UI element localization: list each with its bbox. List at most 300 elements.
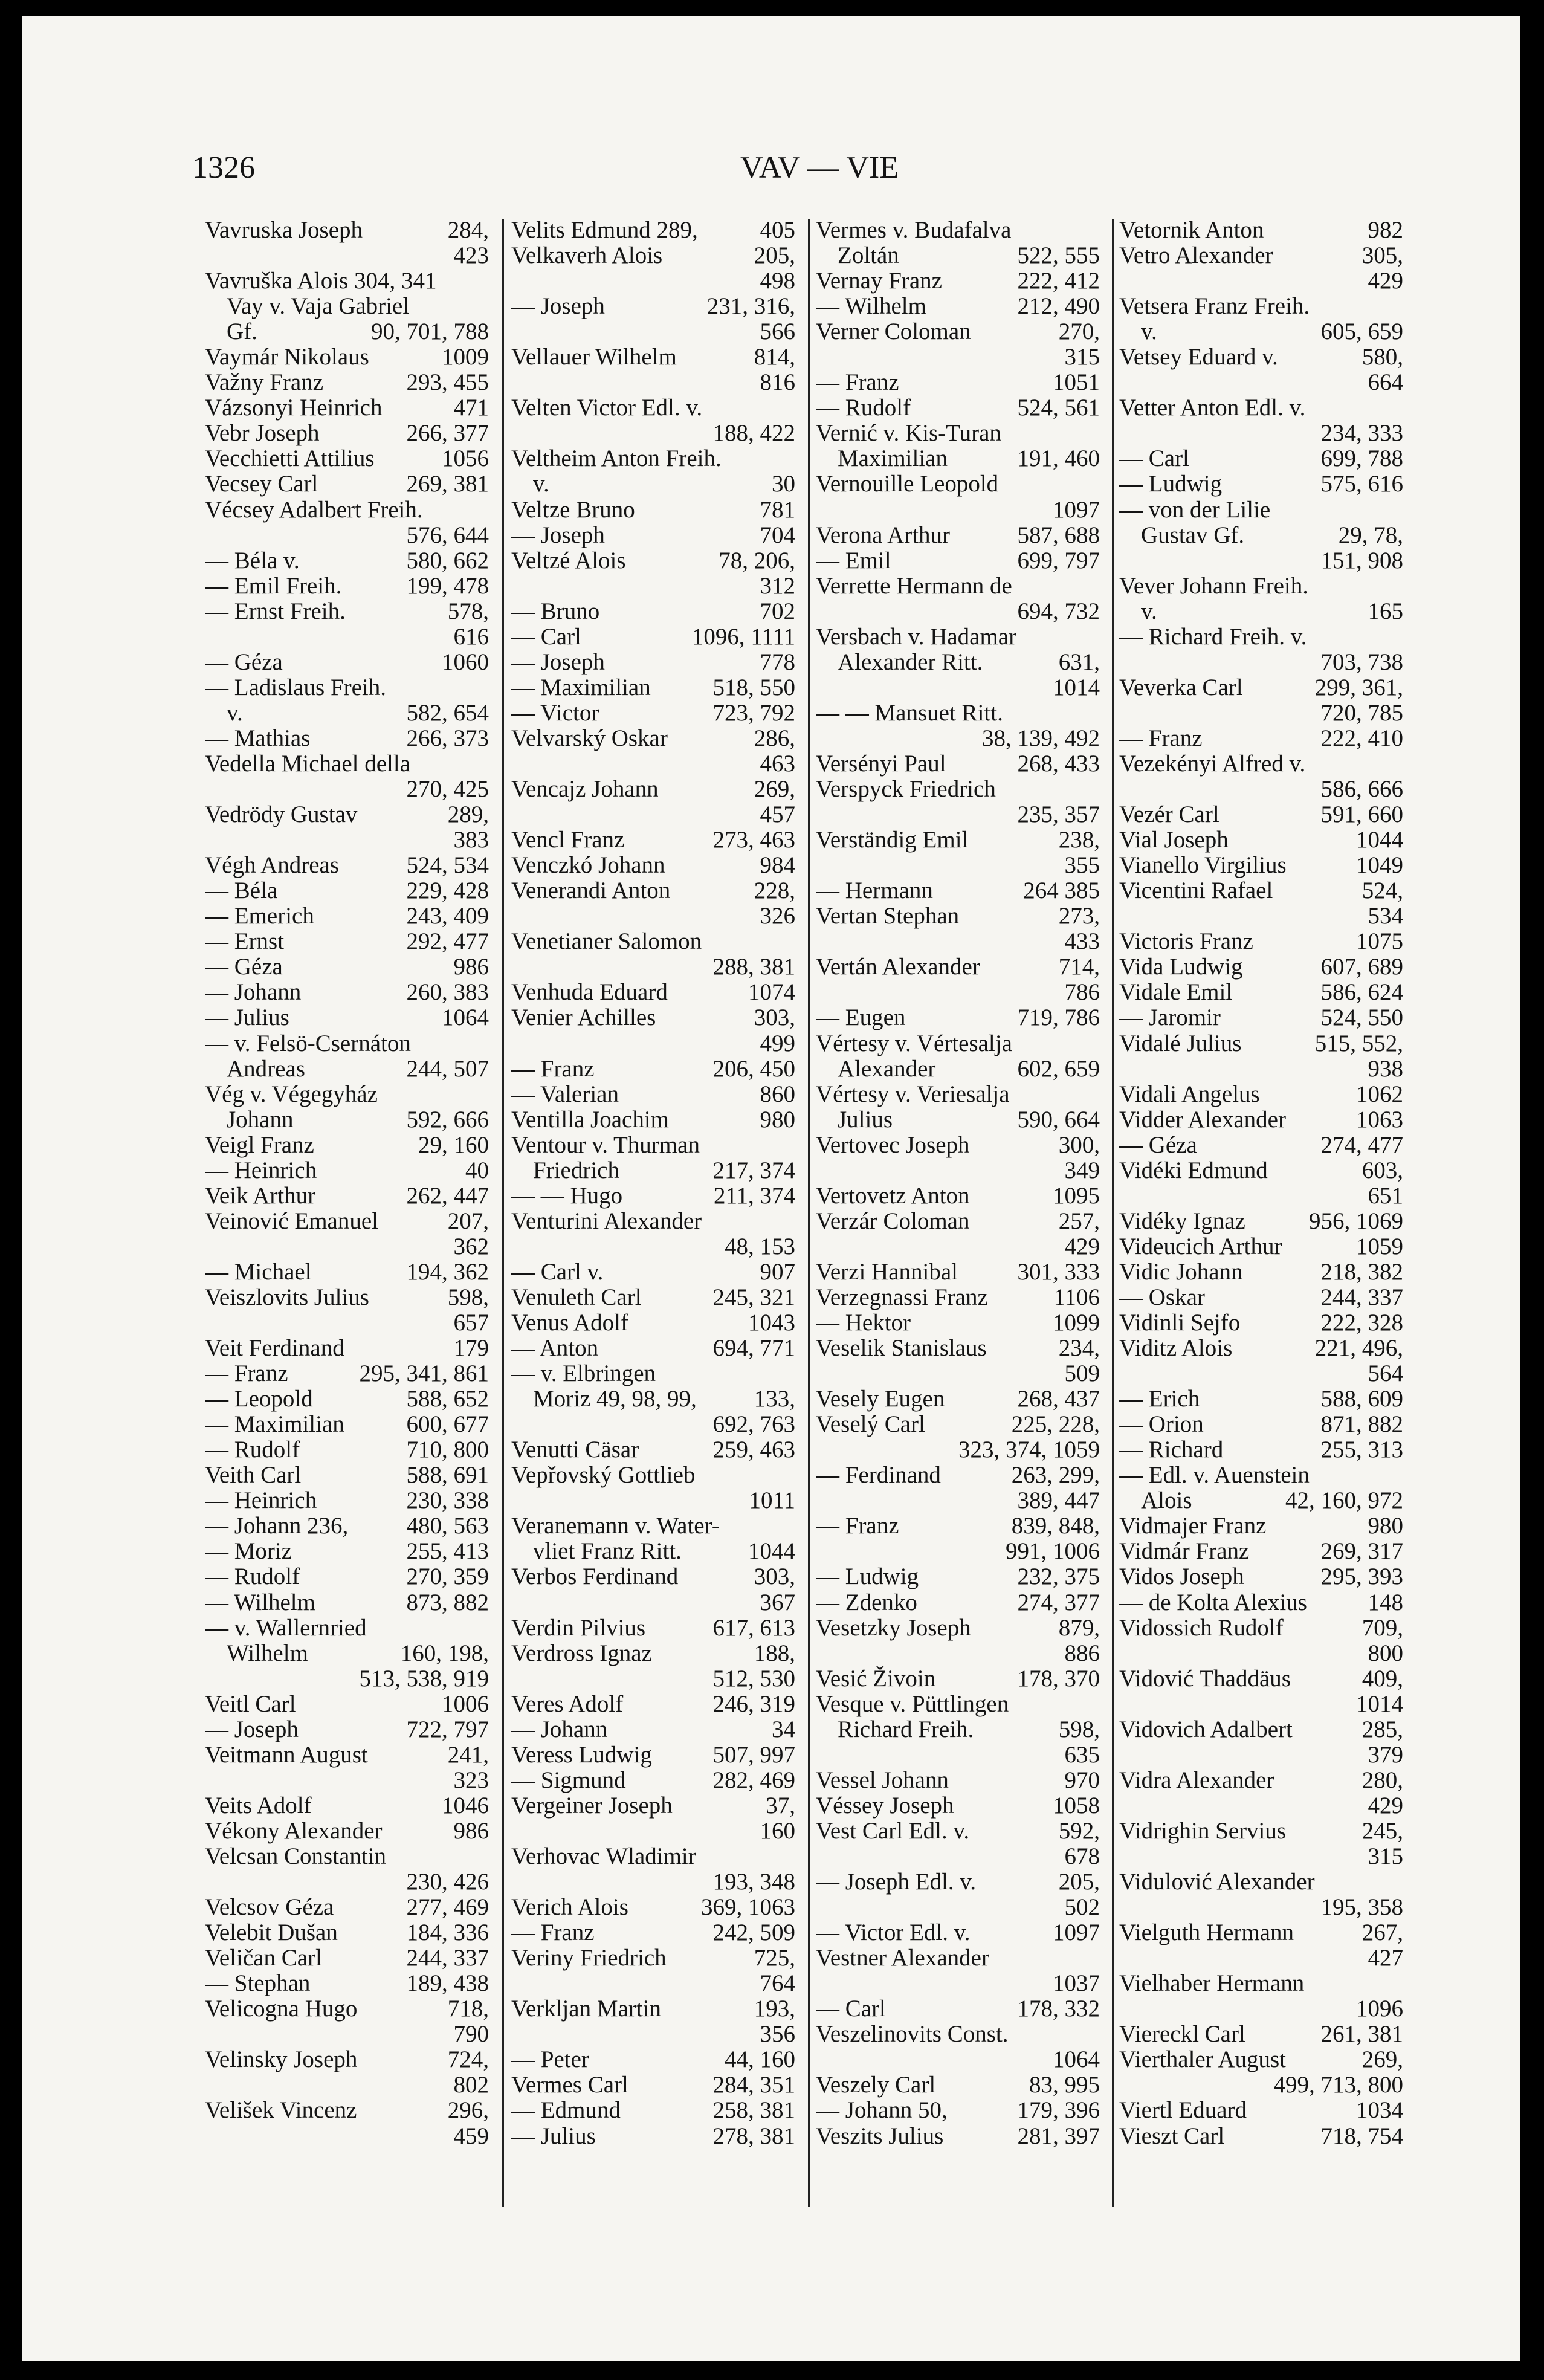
- entry-name: Végh Andreas: [205, 853, 340, 879]
- page-refs: 886: [1064, 1640, 1100, 1666]
- entry-name: — — Mansuet Ritt.: [816, 700, 1003, 726]
- page-refs: 986: [453, 954, 489, 980]
- index-line: [816, 1844, 1100, 1869]
- entry-name: Ventilla Joachim: [511, 1107, 670, 1133]
- index-line: [511, 1971, 795, 1996]
- entry-name: Vedella Michael della: [205, 751, 411, 777]
- page-refs: 602, 659: [1017, 1056, 1100, 1082]
- index-line: [816, 726, 1100, 751]
- index-line: [1119, 471, 1403, 497]
- entry-name: Vidra Alexander: [1119, 1767, 1274, 1793]
- entry-name: — Ladislaus Freih.: [205, 674, 387, 700]
- page-refs: 524, 561: [1017, 395, 1100, 421]
- page-refs: 534: [1368, 904, 1403, 930]
- entry-name: Veszits Julius: [816, 2123, 944, 2149]
- page-refs: 273, 463: [712, 827, 795, 853]
- entry-name: — Hektor: [816, 1310, 911, 1336]
- page-refs: 245, 321: [712, 1284, 795, 1310]
- entry-name: Veith Carl: [205, 1463, 302, 1489]
- page-refs: 78, 206,: [719, 548, 795, 574]
- entry-name: — Emil Freih.: [205, 573, 342, 599]
- index-line: [1119, 1031, 1403, 1056]
- page-refs: 355: [1064, 853, 1100, 879]
- entry-name: Velits Edmund 289,: [511, 218, 698, 243]
- page-refs: 29, 78,: [1338, 522, 1403, 548]
- page-refs: 692, 763: [712, 1412, 795, 1438]
- entry-name: — Johann 236,: [205, 1513, 349, 1539]
- page-refs: 873, 882: [406, 1589, 489, 1615]
- index-line: [816, 1082, 1100, 1107]
- entry-name: Vieszt Carl: [1119, 2123, 1225, 2149]
- page-refs: 222, 412: [1017, 268, 1100, 294]
- index-line: [816, 1310, 1100, 1336]
- page-refs: 580,: [1361, 344, 1403, 370]
- page-refs: 264 385: [1023, 878, 1100, 904]
- page-refs: 178, 332: [1017, 1996, 1100, 2022]
- index-line: [816, 1895, 1100, 1920]
- page-refs: 512, 530: [712, 1666, 795, 1692]
- page-refs: 790: [453, 2022, 489, 2048]
- index-line: [511, 827, 795, 853]
- entry-name: Vértesy v. Vértesalja: [816, 1030, 1012, 1056]
- index-line: [511, 1793, 795, 1819]
- index-line: [205, 2124, 489, 2149]
- page-refs: 463: [760, 751, 795, 777]
- index-line: [511, 1996, 795, 2022]
- index-line: [511, 1768, 795, 1793]
- entry-name: — Maximilian: [205, 1412, 344, 1438]
- page-refs: 502: [1064, 1895, 1100, 1921]
- page-refs: 165: [1368, 598, 1403, 624]
- entry-name: — Heinrich: [205, 1488, 317, 1514]
- index-line: [816, 2047, 1100, 2072]
- index-line: [816, 1590, 1100, 1615]
- page-refs: 651: [1368, 1183, 1403, 1209]
- page-refs: 228,: [754, 878, 795, 904]
- page-refs: 269,: [1361, 2047, 1403, 2073]
- index-line: [205, 1615, 489, 1641]
- index-line: [816, 574, 1100, 599]
- entry-name: Veigl Franz: [205, 1132, 314, 1158]
- index-line: [205, 1844, 489, 1869]
- index-line: [1119, 268, 1403, 294]
- page-refs: 991, 1006: [1006, 1539, 1100, 1565]
- page-refs: 499: [760, 1030, 795, 1056]
- index-line: [816, 700, 1100, 726]
- index-line: [1119, 421, 1403, 446]
- index-line: [1119, 1386, 1403, 1412]
- page-refs: 315: [1368, 1844, 1403, 1869]
- entry-name: Viertl Eduard: [1119, 2098, 1247, 2124]
- index-line: [816, 1615, 1100, 1641]
- entry-name: Maximilian: [838, 446, 948, 472]
- entry-name: Vertovec Joseph: [816, 1132, 970, 1158]
- page-refs: 274, 377: [1017, 1589, 1100, 1615]
- entry-name: — Wilhelm: [205, 1589, 315, 1615]
- index-line: [511, 523, 795, 548]
- page-refs: 29, 160: [418, 1132, 489, 1158]
- index-line: [511, 1107, 795, 1133]
- page-refs: 786: [1064, 980, 1100, 1006]
- index-line: [511, 624, 795, 650]
- index-line: [816, 1641, 1100, 1666]
- page-refs: 586, 624: [1320, 980, 1403, 1006]
- page-refs: 195, 358: [1320, 1895, 1403, 1921]
- index-line: [816, 2098, 1100, 2123]
- index-line: [1119, 700, 1403, 726]
- index-line: [205, 1793, 489, 1819]
- entry-name: — Joseph: [511, 294, 605, 320]
- page-refs: 970: [1064, 1767, 1100, 1793]
- entry-name: — Zdenko: [816, 1589, 917, 1615]
- entry-name: Velkaverh Alois: [511, 243, 663, 269]
- page-refs: 576, 644: [406, 522, 489, 548]
- index-line: [205, 1539, 489, 1564]
- index-line: [205, 675, 489, 700]
- index-line: [1119, 1361, 1403, 1386]
- entry-name: — Ludwig: [1119, 471, 1223, 497]
- index-line: [205, 1336, 489, 1361]
- page-refs: 1044: [1356, 827, 1403, 853]
- index-line: [205, 471, 489, 497]
- page-refs: 956, 1069: [1309, 1208, 1403, 1234]
- entry-name: — Joseph: [511, 522, 605, 548]
- index-line: [816, 1692, 1100, 1717]
- index-line: [205, 1285, 489, 1310]
- entry-name: Verner Coloman: [816, 319, 971, 345]
- entry-name: — Heinrich: [205, 1157, 317, 1183]
- index-line: [1119, 777, 1403, 802]
- page-refs: 524, 550: [1320, 1005, 1403, 1031]
- index-line: [511, 1513, 795, 1539]
- entry-name: Videucich Arthur: [1119, 1234, 1282, 1260]
- entry-name: Veits Adolf: [205, 1793, 312, 1819]
- index-line: [205, 1133, 489, 1158]
- index-line: [205, 2047, 489, 2072]
- entry-name: — Richard Freih. v.: [1119, 624, 1307, 650]
- index-line: [511, 751, 795, 777]
- index-line: [511, 370, 795, 395]
- index-line: [1119, 1945, 1403, 1971]
- index-line: [816, 878, 1100, 904]
- index-line: [205, 624, 489, 650]
- index-line: [205, 1819, 489, 1844]
- entry-name: Verspyck Friedrich: [816, 777, 996, 803]
- index-line: [205, 1513, 489, 1539]
- page-refs: 1049: [1356, 853, 1403, 879]
- index-line: [205, 523, 489, 548]
- index-line: [1119, 2022, 1403, 2047]
- index-line: [511, 395, 795, 421]
- index-line: [511, 700, 795, 726]
- index-line: [816, 1158, 1100, 1183]
- page-refs: 1006: [442, 1691, 489, 1717]
- page-refs: 312: [760, 573, 795, 599]
- entry-name: Velicogna Hugo: [205, 1996, 358, 2022]
- index-line: [205, 1869, 489, 1895]
- entry-name: — Béla: [205, 878, 278, 904]
- entry-name: Venutti Cäsar: [511, 1437, 639, 1463]
- page-refs: 1059: [1356, 1234, 1403, 1260]
- page-refs: 243, 409: [406, 904, 489, 930]
- page-refs: 179: [453, 1336, 489, 1362]
- page-refs: 282, 469: [712, 1767, 795, 1793]
- page-refs: 83, 995: [1029, 2072, 1100, 2098]
- index-line: [816, 650, 1100, 675]
- index-line: [816, 802, 1100, 827]
- page-refs: 44, 160: [725, 2047, 795, 2073]
- page-refs: 607, 689: [1320, 954, 1403, 980]
- index-line: [205, 497, 489, 523]
- entry-name: vliet Franz Ritt.: [533, 1539, 682, 1565]
- page-refs: 268, 433: [1017, 751, 1100, 777]
- index-line: [511, 1133, 795, 1158]
- index-line: [205, 726, 489, 751]
- page-refs: 605, 659: [1320, 319, 1403, 345]
- entry-name: Vékony Alexander: [205, 1818, 383, 1844]
- entry-name: — Johann: [511, 1716, 608, 1742]
- page-refs: 270, 359: [406, 1564, 489, 1590]
- entry-name: — Johann: [205, 980, 302, 1006]
- entry-name: Velišek Vincenz: [205, 2098, 357, 2124]
- index-line: [511, 1666, 795, 1692]
- page-refs: 1064: [1053, 2047, 1100, 2073]
- page-refs: 1097: [1053, 1920, 1100, 1946]
- entry-name: Verzegnassi Franz: [816, 1284, 988, 1310]
- page-refs: 188,: [754, 1640, 795, 1666]
- entry-name: Vidmár Franz: [1119, 1539, 1250, 1565]
- entry-name: Vessel Johann: [816, 1767, 949, 1793]
- page-refs: 509: [1064, 1361, 1100, 1387]
- index-line: [1119, 218, 1403, 243]
- page-refs: 299, 361,: [1314, 674, 1403, 700]
- index-line: [205, 268, 489, 294]
- page-refs: 590, 664: [1017, 1107, 1100, 1133]
- index-line: [511, 1209, 795, 1234]
- page-refs: 657: [453, 1310, 489, 1336]
- page-refs: 802: [453, 2072, 489, 2098]
- page-refs: 907: [760, 1259, 795, 1285]
- page-refs: 1096: [1356, 1996, 1403, 2022]
- entry-name: Vermes v. Budafalva: [816, 218, 1012, 243]
- index-line: [511, 1412, 795, 1437]
- page-refs: 315: [1064, 344, 1100, 370]
- page-refs: 1097: [1053, 497, 1100, 523]
- index-line: [1119, 2124, 1403, 2149]
- page-refs: 244, 337: [406, 1945, 489, 1971]
- index-line: [816, 1031, 1100, 1056]
- page-refs: 427: [1368, 1945, 1403, 1971]
- page-refs: 513, 538, 919: [359, 1666, 489, 1692]
- page-refs: 781: [760, 497, 795, 523]
- index-line: [816, 1793, 1100, 1819]
- entry-name: Veltzé Alois: [511, 548, 626, 574]
- page-refs: 764: [760, 1971, 795, 1997]
- index-line: [1119, 650, 1403, 675]
- index-line: [1119, 395, 1403, 421]
- entry-name: Vetsey Eduard v.: [1119, 344, 1278, 370]
- entry-name: Vetter Anton Edl. v.: [1119, 395, 1306, 421]
- entry-name: Vidović Thaddäus: [1119, 1666, 1291, 1692]
- entry-name: v.: [1141, 598, 1157, 624]
- entry-name: Vetro Alexander: [1119, 243, 1273, 269]
- entry-name: Važny Franz: [205, 370, 324, 396]
- entry-name: — von der Lilie: [1119, 497, 1271, 523]
- entry-name: Vellauer Wilhelm: [511, 344, 677, 370]
- index-line: [511, 1361, 795, 1386]
- entry-name: — Géza: [205, 954, 283, 980]
- entry-name: Velebit Dušan: [205, 1920, 338, 1946]
- index-line: [816, 1107, 1100, 1133]
- entry-name: — Ferdinand: [816, 1463, 941, 1489]
- index-line: [816, 1564, 1100, 1589]
- index-line: [511, 1005, 795, 1030]
- entry-name: Venier Achilles: [511, 1005, 656, 1031]
- entry-name: — Emerich: [205, 904, 314, 930]
- page-refs: 499, 713, 800: [1273, 2072, 1403, 2098]
- page-refs: 323, 374, 1059: [958, 1437, 1100, 1463]
- entry-name: Verzi Hannibal: [816, 1259, 958, 1285]
- index-line: [816, 1513, 1100, 1539]
- entry-name: — Franz: [205, 1361, 288, 1387]
- index-line: [816, 2124, 1100, 2149]
- index-line: [1119, 1971, 1403, 1996]
- page-refs: 1062: [1356, 1081, 1403, 1107]
- entry-name: Verkljan Martin: [511, 1996, 662, 2022]
- page-refs: 522, 555: [1017, 243, 1100, 269]
- entry-name: — — Hugo: [511, 1183, 623, 1209]
- index-line: [205, 878, 489, 904]
- entry-name: Vielhaber Hermann: [1119, 1971, 1305, 1997]
- page-refs: 588, 691: [406, 1463, 489, 1489]
- page-refs: 383: [453, 827, 489, 853]
- index-line: [205, 1742, 489, 1768]
- page-refs: 588, 652: [406, 1386, 489, 1412]
- entry-name: — Richard: [1119, 1437, 1224, 1463]
- index-line: [1119, 1412, 1403, 1437]
- index-line: [205, 1005, 489, 1030]
- index-line: [205, 1056, 489, 1082]
- entry-name: — Johann 50,: [816, 2098, 948, 2124]
- page-refs: 603,: [1361, 1157, 1403, 1183]
- entry-name: Wilhelm: [227, 1640, 308, 1666]
- index-line: [205, 1310, 489, 1336]
- page-refs: 566: [760, 319, 795, 345]
- entry-name: — Carl v.: [511, 1259, 604, 1285]
- index-line: [511, 954, 795, 980]
- index-line: [511, 2022, 795, 2047]
- page-refs: 1009: [442, 344, 489, 370]
- index-line: [511, 1260, 795, 1285]
- page-refs: 724,: [447, 2047, 489, 2073]
- index-line: [816, 1412, 1100, 1437]
- index-line: [205, 243, 489, 268]
- page-refs: 515, 552,: [1314, 1030, 1403, 1056]
- index-line: [205, 1488, 489, 1513]
- index-line: [816, 1336, 1100, 1361]
- index-line: [511, 2124, 795, 2149]
- column-divider: [808, 219, 810, 2207]
- entry-name: Julius: [838, 1107, 893, 1133]
- index-line: [511, 1310, 795, 1336]
- index-line: [511, 1336, 795, 1361]
- page-refs: 193,: [754, 1996, 795, 2022]
- index-line: [205, 802, 489, 827]
- entry-name: — v. Wallernried: [205, 1615, 367, 1641]
- page-refs: 714,: [1058, 954, 1100, 980]
- entry-name: — Carl: [1119, 446, 1189, 472]
- index-line: [511, 1564, 795, 1589]
- entry-name: Vetsera Franz Freih.: [1119, 294, 1310, 320]
- index-line: [1119, 878, 1403, 904]
- index-line: [205, 700, 489, 726]
- page-refs: 429: [1368, 1793, 1403, 1819]
- index-line: [816, 370, 1100, 395]
- page-refs: 588, 609: [1320, 1386, 1403, 1412]
- entry-name: — Béla v.: [205, 548, 300, 574]
- page-refs: 429: [1368, 268, 1403, 294]
- page-refs: 879,: [1058, 1615, 1100, 1641]
- index-line: [205, 1564, 489, 1589]
- index-line: [1119, 853, 1403, 878]
- index-line: [1119, 1996, 1403, 2022]
- page-refs: 592,: [1058, 1818, 1100, 1844]
- index-line: [205, 1945, 489, 1971]
- entry-name: — Hermann: [816, 878, 933, 904]
- page-refs: 600, 677: [406, 1412, 489, 1438]
- entry-name: Vertovetz Anton: [816, 1183, 970, 1209]
- page-refs: 1063: [1356, 1107, 1403, 1133]
- entry-name: — Victor Edl. v.: [816, 1920, 971, 1946]
- page-refs: 285,: [1361, 1716, 1403, 1742]
- page-refs: 189, 438: [406, 1971, 489, 1997]
- page-refs: 616: [453, 624, 489, 650]
- entry-name: Vidossich Rudolf: [1119, 1615, 1284, 1641]
- entry-name: — Franz: [816, 1513, 899, 1539]
- index-line: [205, 1717, 489, 1742]
- entry-name: Veltze Bruno: [511, 497, 635, 523]
- page-refs: 260, 383: [406, 980, 489, 1006]
- entry-name: — Joseph: [205, 1716, 299, 1742]
- entry-name: — Joseph: [511, 649, 605, 675]
- page-refs: 718,: [447, 1996, 489, 2022]
- entry-name: — Moriz: [205, 1539, 292, 1565]
- entry-name: Vidali Angelus: [1119, 1081, 1260, 1107]
- entry-name: Venerandi Anton: [511, 878, 671, 904]
- index-line: [816, 1920, 1100, 1945]
- entry-name: — v. Elbringen: [511, 1361, 656, 1387]
- entry-name: Victoris Franz: [1119, 929, 1253, 955]
- index-line: [205, 446, 489, 471]
- index-line: [1119, 1793, 1403, 1819]
- entry-name: — Franz: [1119, 725, 1203, 751]
- entry-name: Vestner Alexander: [816, 1945, 989, 1971]
- page-refs: 719, 786: [1017, 1005, 1100, 1031]
- page-refs: 1046: [442, 1793, 489, 1819]
- entry-name: Verrette Hermann de: [816, 573, 1012, 599]
- index-line: [511, 980, 795, 1005]
- index-line: [1119, 497, 1403, 523]
- entry-name: Velvarský Oskar: [511, 725, 668, 751]
- entry-name: Alexander: [838, 1056, 936, 1082]
- entry-name: Vierthaler August: [1119, 2047, 1287, 2073]
- index-line: [511, 1895, 795, 1920]
- entry-name: Vesić Živoin: [816, 1666, 936, 1692]
- entry-name: Moriz 49, 98, 99,: [533, 1386, 697, 1412]
- index-line: [1119, 1310, 1403, 1336]
- page-refs: 148: [1368, 1589, 1403, 1615]
- entry-name: — Géza: [205, 649, 283, 675]
